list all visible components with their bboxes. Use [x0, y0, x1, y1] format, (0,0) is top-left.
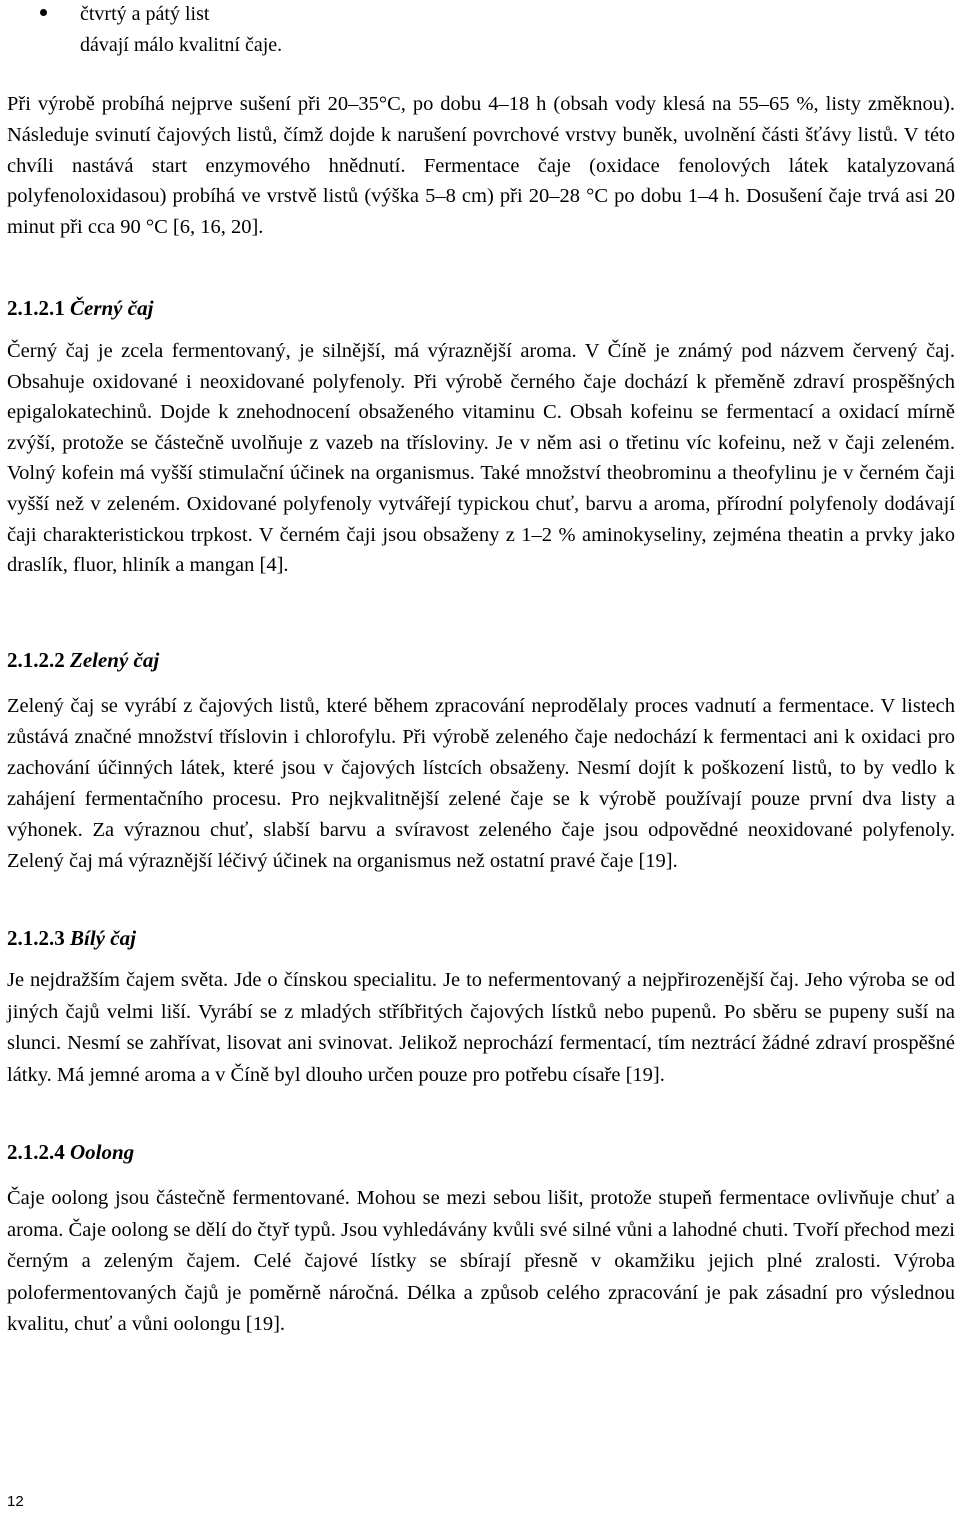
- section-heading-cerny-caj: [7, 296, 153, 321]
- intro-paragraph: Při výrobě probíhá nejprve sušení při 20–35°C, po dobu 4–18 h (obsah vody klesá na 55–65 %, listy změknou). Následuje svinutí čajových listů, čímž dojde k narušení povrchové vrstvy buněk, uvolnění části šťávy listů. V této chvíli nastává start enzymového hnědnutí. Fermentace čaje (oxidace fenolových látek katalyzovaná polyfenoloxidasou) probíhá ve vrstvě listů (výška 5–8 cm) při 20–28 °C po dobu 1–4 h. Dosušení čaje trvá asi 20 minut při cca 90 °C [6, 16, 20].: [7, 93, 955, 239]
- section-title: Bílý čaj: [70, 926, 136, 950]
- section-number: 2.1.2.1: [7, 296, 65, 320]
- page-number: 12: [7, 1493, 24, 1510]
- section-number: 2.1.2.2: [7, 648, 65, 672]
- bullet-text-line-1: čtvrtý a pátý list: [80, 3, 210, 25]
- section-number: 2.1.2.4: [7, 1140, 65, 1164]
- section-paragraph-oolong: Čaje oolong jsou částečně fermentované. Mohou se mezi sebou lišit, protože stupeň fermentace ovlivňuje chuť a aroma. Čaje oolong se dělí do čtyř typů. Jsou vyhledávány kvůli své silné vůni a lahodné chuti. Tvoří přechod mezi černým a zeleným čajem. Celé čajové lístky se sbírají přesně v okamžiku jejich plné zralosti. Výroba polofermentovaných čajů je poměrně náročná. Délka a způsob celého zpracování je pak zásadní pro výslednou kvalitu, chuť a vůni oolongu [19].: [7, 1187, 955, 1336]
- section-title: Oolong: [70, 1140, 135, 1164]
- section-heading-oolong: [7, 1140, 134, 1165]
- section-paragraph-cerny-caj: Černý čaj je zcela fermentovaný, je silnější, má výraznější aroma. V Číně je známý pod názvem červený čaj. Obsahuje oxidované i neoxidované polyfenoly. Při výrobě černého čaje dochází k přeměně zdraví prospěšných epigalokatechinů. Dojde k znehodnocení obsaženého vitaminu C. Obsah kofeinu se fermentací a oxidací mírně zvýší, protože se částečně uvolňuje z vazeb na třísloviny. Je v něm asi o třetinu víc kofeinu, než v čaji zeleném. Volný kofein má vyšší stimulační účinek na organismus. Také množství theobrominu a theofylinu je v černém čaji vyšší než v zeleném. Oxidované polyfenoly vytvářejí typickou chuť, barvu a aroma, přírodní polyfenoly dodávají čaji charakteristickou trpkost. V černém čaji jsou obsaženy z 1–2 % aminokyseliny, zejména theatin a prvky jako draslík, fluor, hliník a mangan [4].: [7, 340, 955, 577]
- section-title: Zelený čaj: [70, 648, 160, 672]
- section-heading-zeleny-caj: [7, 648, 159, 673]
- section-title: Černý čaj: [70, 296, 154, 320]
- section-paragraph-bily-caj: Je nejdražším čajem světa. Jde o čínskou specialitu. Je to nefermentovaný a nejpřirozenější čaj. Jeho výroba se od jiných čajů velmi liší. Vyrábí se z mladých stříbřitých čajových lístků nebo pupenů. Po sběru se pupeny suší na slunci. Nesmí se zahřívat, lisovat ani svinovat. Jelikož neprochází fermentací, tím neztrácí žádné zdraví prospěšné látky. Má jemné aroma a v Číně byl dlouho určen pouze pro potřebu císaře [19].: [7, 969, 955, 1086]
- section-heading-bily-caj: [7, 926, 136, 951]
- section-paragraph-zeleny-caj: Zelený čaj se vyrábí z čajových listů, které během zpracování neprodělaly proces vadnutí a fermentace. V listech zůstává značné množství tříslovin i chlorofylu. Při výrobě zeleného čaje nedochází k fermentaci ani k oxidaci pro zachování účinných látek, které jsou v čajových lístcích obsaženy. Nesmí dojít k poškození listů, to by vedlo k zahájení fermentačního procesu. Pro nejkvalitnější zelené čaje se k výrobě používají pouze první dva listy a výhonek. Za výraznou chuť, slabší barvu a svíravost zeleného čaje jsou odpovědné neoxidované polyfenoly. Zelený čaj má výraznější léčivý účinek na organismus než ostatní pravé čaje [19].: [7, 695, 955, 872]
- bullet-point-icon: [40, 9, 47, 16]
- bullet-text-line-2: dávají málo kvalitní čaje.: [80, 34, 283, 56]
- section-number: 2.1.2.3: [7, 926, 65, 950]
